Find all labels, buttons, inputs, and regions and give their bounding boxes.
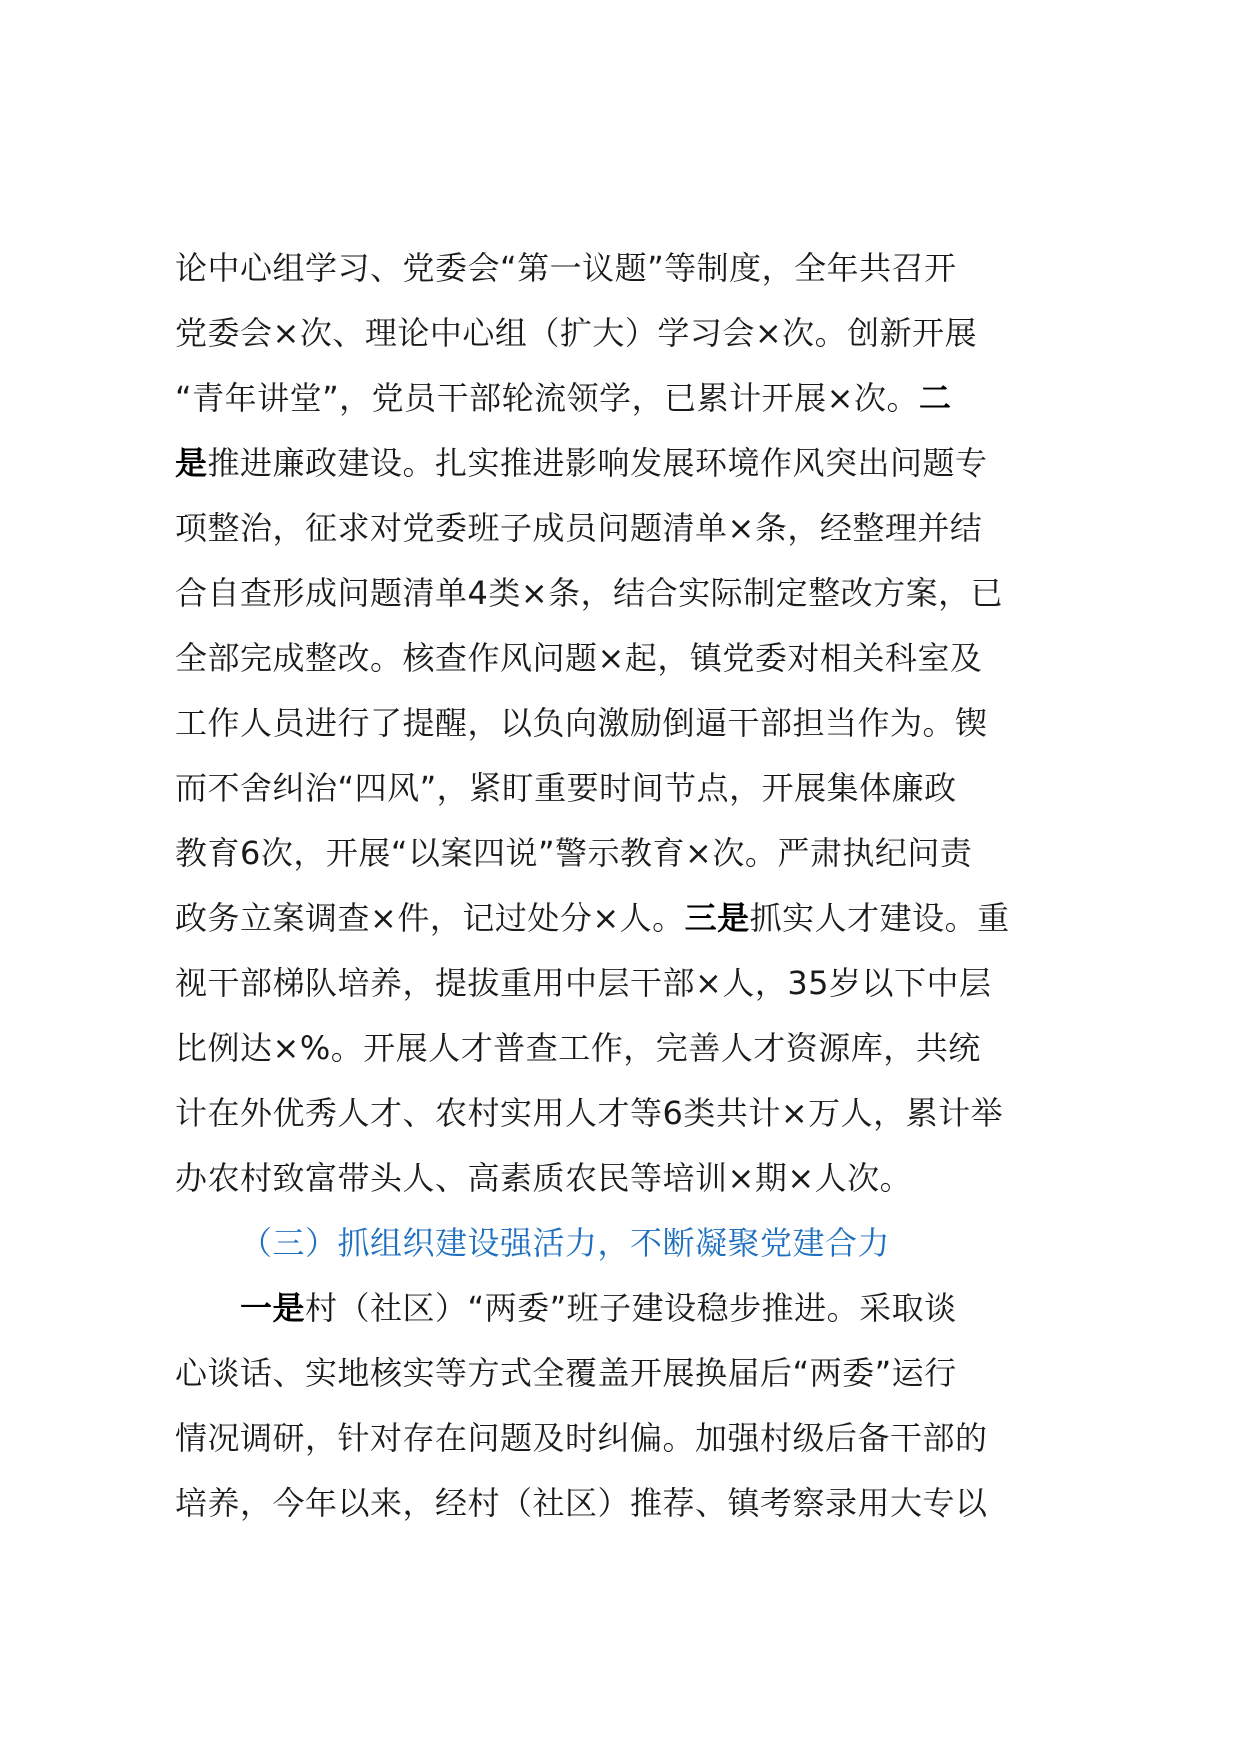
item-marker-three: 三是 (684, 899, 750, 937)
text-line (175, 301, 1110, 366)
text-line (175, 366, 1110, 431)
text-run: 合自查形成问题清单4类×条，结合实际制定整改方案，已 (175, 574, 1004, 612)
text-run: 政务立案调查×件，记过处分×人。 (175, 899, 685, 937)
text-run: 而不舍纠治“四风”，紧盯重要时间节点，开展集体廉政 (175, 769, 957, 807)
section-heading: （三）抓组织建设强活力，不断凝聚党建合力 (240, 1224, 891, 1262)
text-line (175, 756, 1110, 821)
text-run: 村（社区）“两委”班子建设稳步推进。采取谈 (305, 1289, 957, 1327)
text-run: 心谈话、实地核实等方式全覆盖开展换届后“两委”运行 (175, 1354, 957, 1392)
text-line (175, 1146, 1110, 1211)
text-run: 办农村致富带头人、高素质农民等培训×期×人次。 (175, 1159, 913, 1197)
text-line (175, 561, 1110, 626)
text-line (175, 821, 1110, 886)
text-run: 比例达×%。开展人才普查工作，完善人才资源库，共统 (175, 1029, 981, 1067)
text-line (175, 626, 1110, 691)
text-line (175, 951, 1110, 1016)
text-line (175, 691, 1110, 756)
text-run: 论中心组学习、党委会“第一议题”等制度，全年共召开 (175, 249, 957, 287)
text-line (175, 1276, 1110, 1341)
text-line (175, 496, 1110, 561)
text-line (175, 1016, 1110, 1081)
text-run: 党委会×次、理论中心组（扩大）学习会×次。创新开展 (175, 314, 978, 352)
item-marker-two-cont: 是 (175, 444, 208, 482)
text-run: 计在外优秀人才、农村实用人才等6类共计×万人，累计举 (175, 1094, 1004, 1132)
text-line (175, 1406, 1110, 1471)
text-run: 教育6次，开展“以案四说”警示教育×次。严肃执纪问责 (175, 834, 973, 872)
item-marker-two: 二 (918, 379, 952, 417)
text-line (175, 1471, 1110, 1536)
text-line (175, 431, 1110, 496)
text-run: 工作人员进行了提醒，以负向激励倒逼干部担当作为。锲 (175, 704, 988, 742)
text-run: “青年讲堂”，党员干部轮流领学，已累计开展×次。 (175, 379, 919, 417)
text-line (175, 886, 1110, 951)
text-line (175, 236, 1110, 301)
item-marker-one: 一是 (240, 1289, 306, 1327)
text-run: 推进廉政建设。扎实推进影响发展环境作风突出问题专 (207, 444, 988, 482)
text-run: 项整治，征求对党委班子成员问题清单×条，经整理并结 (175, 509, 983, 547)
text-run: 培养，今年以来，经村（社区）推荐、镇考察录用大专以 (175, 1484, 988, 1522)
text-line (175, 1341, 1110, 1406)
text-run: 情况调研，针对存在问题及时纠偏。加强村级后备干部的 (175, 1419, 988, 1457)
document-body (175, 236, 1110, 1536)
text-run: 抓实人才建设。重 (749, 899, 1010, 937)
text-run: 全部完成整改。核查作风问题×起，镇党委对相关科室及 (175, 639, 983, 677)
text-run: 视干部梯队培养，提拔重用中层干部×人，35岁以下中层 (175, 964, 992, 1002)
text-line (175, 1081, 1110, 1146)
